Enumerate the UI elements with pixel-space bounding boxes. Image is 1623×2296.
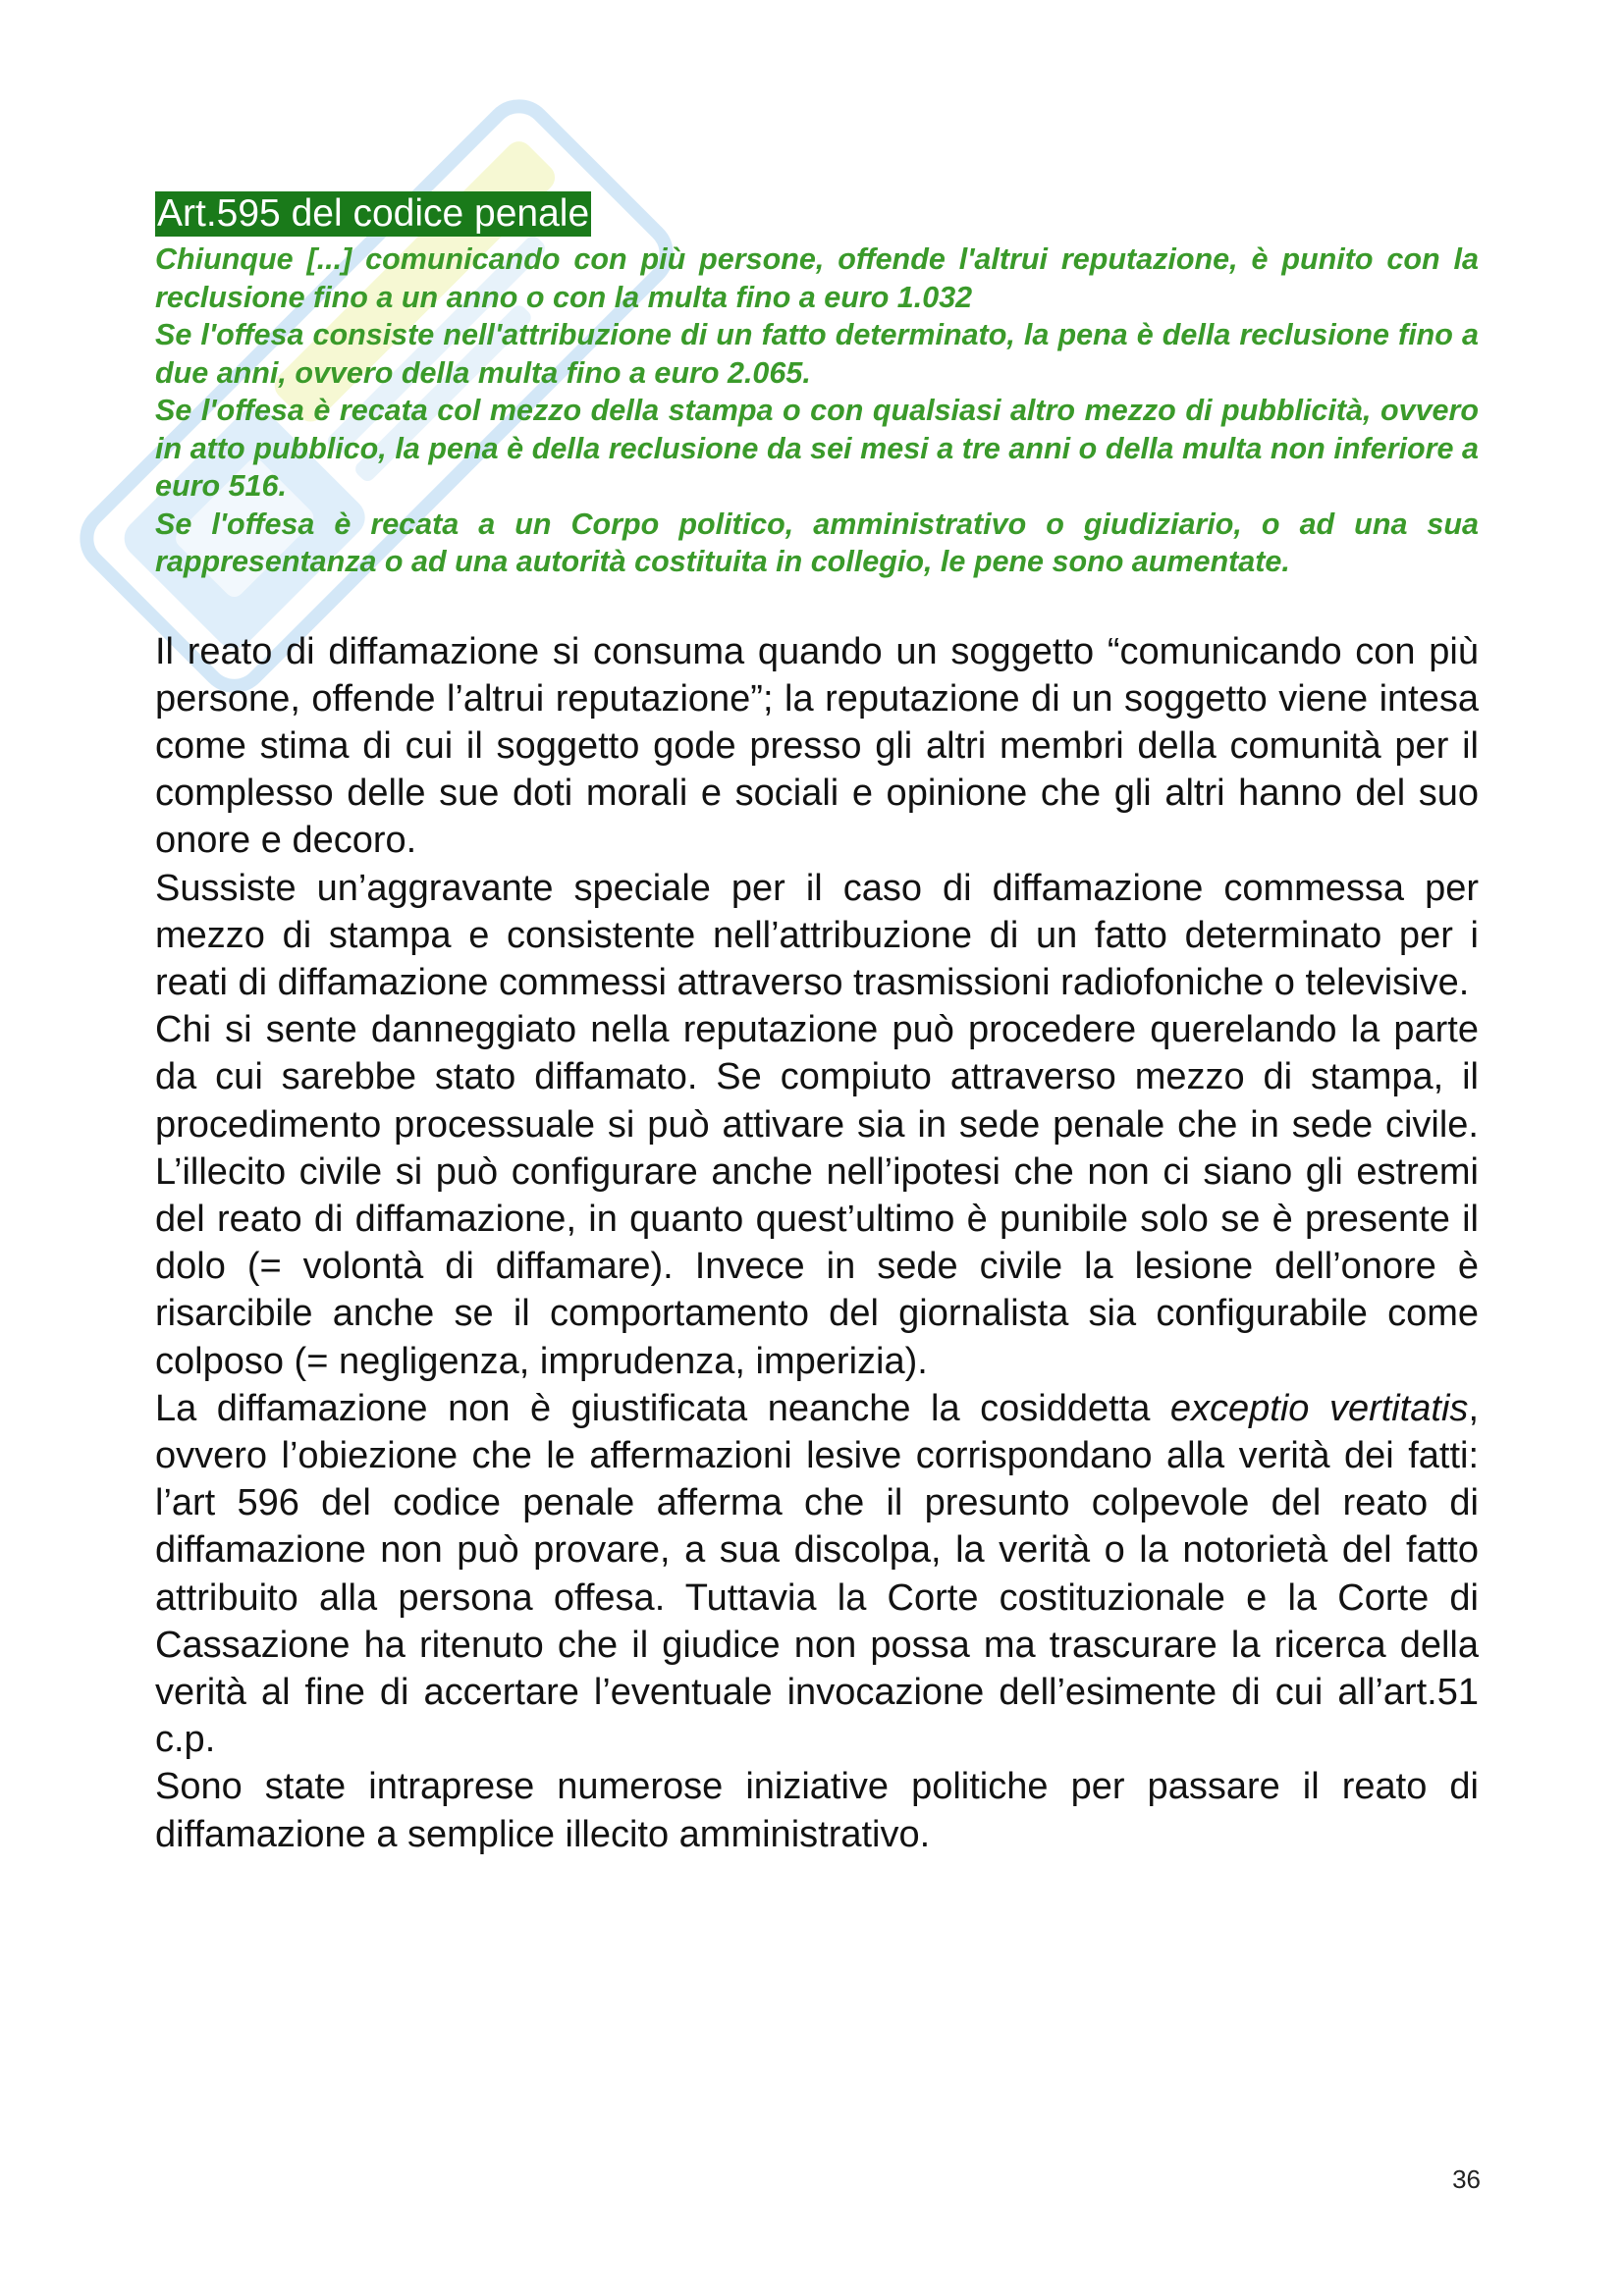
page-content (155, 191, 1479, 1858)
page-number: 36 (1452, 2164, 1481, 2194)
body-paragraph: Sussiste un’aggravante speciale per il caso di diffamazione commessa per mezzo di stampa e consistente nell’attribuzione di un fatto determinato per i reati di diffamazione commessi attraverso trasmissioni radiofoniche o televisive. (155, 867, 1479, 1003)
body-text (155, 628, 1479, 1858)
body-paragraph (155, 1385, 1479, 1764)
statute-paragraph: Se l'offesa è recata a un Corpo politico, amministrativo o giudiziario, o ad una sua rappresentanza o ad una autorità costituita in collegio, le pene sono aumentate. (155, 507, 1479, 578)
latin-term: exceptio vertitatis (1169, 1387, 1469, 1429)
article-heading: Art.595 del codice penale (157, 192, 590, 235)
statute-paragraph: Chiunque [...] comunicando con più persone, offende l'altrui reputazione, è punito con la reclusione fino a un anno o con la multa fino a euro 1.032 (155, 242, 1479, 314)
body-paragraph: Il reato di diffamazione si consuma quando un soggetto “comunicando con più persone, offende l’altrui reputazione”; la reputazione di un soggetto viene intesa come stima di cui il soggetto gode presso gli altri membri della comunità per il complesso delle sue doti morali e sociali e opinione che gli altri hanno del suo onore e decoro. (155, 630, 1479, 862)
statute-text (155, 240, 1479, 581)
body-text-run: , ovvero l’obiezione che le affermazioni lesive corrispondano alla verità dei fatti: l’art 596 del codice penale afferma che il presunto colpevole del reato di diffamazione non può provare, a sua discolpa, la verità o la notorietà del fatto attribuito alla persona offesa. Tuttavia la Corte costituzionale e la Corte di Cassazione ha ritenuto che il giudice non possa ma trascurare la ricerca della verità al fine di accertare l’eventuale invocazione dell’esimente di cui all’art.51 c.p. (155, 1387, 1479, 1761)
body-paragraph: Chi si sente danneggiato nella reputazione può procedere querelando la parte da cui sarebbe stato diffamato. Se compiuto attraverso mezzo di stampa, il procedimento processuale si può attivare sia in sede penale che in sede civile. L’illecito civile si può configurare anche nell’ipotesi che non ci siano gli estremi del reato di diffamazione, in quanto quest’ultimo è punibile solo se è presente il dolo (= volontà di diffamare). Invece in sede civile la lesione dell’onore è risarcibile anche se il comportamento del giornalista sia configurabile come colposo (= negligenza, imprudenza, imperizia). (155, 1009, 1479, 1382)
statute-paragraph: Se l'offesa consiste nell'attribuzione di un fatto determinato, la pena è della reclusione fino a due anni, ovvero della multa fino a euro 2.065. (155, 318, 1479, 390)
body-text-run: La diffamazione non è giustificata neanche la cosiddetta (155, 1387, 1170, 1429)
body-paragraph: Sono state intraprese numerose iniziative politiche per passare il reato di diffamazione a semplice illecito amministrativo. (155, 1766, 1479, 1855)
statute-paragraph: Se l'offesa è recata col mezzo della stampa o con qualsiasi altro mezzo di pubblicità, ovvero in atto pubblico, la pena è della reclusione da sei mesi a tre anni o della multa non inferiore a euro 516. (155, 394, 1479, 503)
